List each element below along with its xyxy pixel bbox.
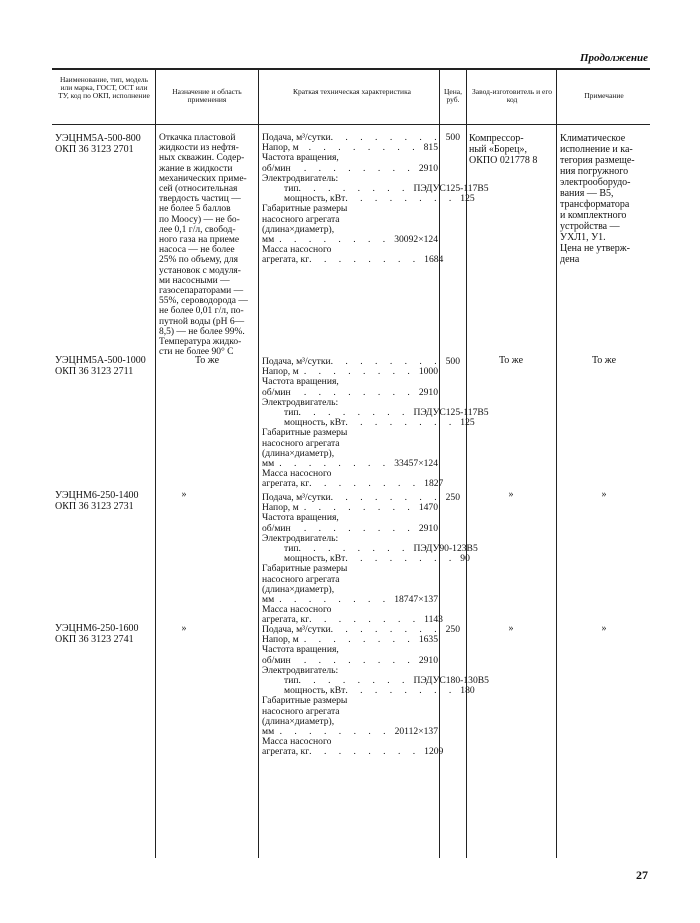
spec-label: тип (284, 406, 299, 418)
spec-label: Частота вращения, (262, 152, 339, 164)
spec-label: тип (284, 542, 299, 554)
spec-label: тип (284, 674, 299, 686)
note-line: вания — В5, (560, 188, 614, 199)
purpose-line: путной воды (рН 6— (159, 316, 245, 327)
spec-leader: . . . . . . . . (308, 142, 420, 154)
spec-leader: . . . . . . . . (298, 674, 410, 686)
spec-line (262, 254, 444, 266)
spec-line (262, 478, 444, 490)
spec-label: тип (284, 182, 299, 194)
continuation-label: Продолжение (579, 52, 648, 64)
spec-value: 1209 (424, 746, 444, 758)
spec-value: 125 (460, 417, 475, 429)
spec-value: 2910 (418, 386, 438, 398)
spec-label: мм (262, 233, 275, 245)
row4-note-same: » (601, 623, 607, 634)
spec-value: 1143 (424, 614, 443, 626)
page-number: 27 (636, 868, 648, 882)
spec-label: Частота вращения, (262, 512, 339, 524)
spec-value: 2910 (418, 522, 438, 534)
note-line: электрооборудо- (560, 177, 631, 188)
row2-purpose-same: То же (194, 355, 220, 366)
spec-leader: . . . . . . . . (303, 162, 415, 174)
spec-label: насосного агрегата (262, 573, 340, 585)
spec-leader: . . . . . . . . (279, 593, 391, 605)
note-line: тегория размеще- (560, 155, 635, 166)
row1-purpose (159, 133, 257, 357)
row1-name-line2: ОКП 36 3123 2701 (55, 144, 134, 155)
spec-leader: . . . . . . . . (330, 624, 442, 635)
spec-label: мощность, кВт (284, 417, 346, 429)
table-top-rule (52, 68, 650, 70)
spec-label: Масса насосного (262, 736, 332, 748)
note-line: дена (560, 254, 580, 265)
purpose-line: механических приме- (159, 173, 247, 184)
spec-value: ПЭДУС125-117В5 (413, 182, 489, 194)
spec-label: об/мин (262, 522, 291, 534)
spec-label: агрегата, кг (262, 614, 310, 626)
note-line: устройства — (560, 221, 620, 232)
spec-label: Электродвигатель: (262, 396, 339, 408)
row4-spec (262, 624, 489, 758)
spec-label: Электродвигатель: (262, 172, 339, 184)
spec-leader: . . . . . . . . (309, 746, 421, 758)
purpose-line: не более 0,01 г/л, по- (159, 306, 244, 317)
spec-label: агрегата, кг (262, 478, 310, 490)
spec-leader: . . . . . . . . (303, 522, 415, 534)
spec-label: (длина×диаметр), (262, 583, 335, 595)
col-header-name: Наименование, тип, модель или марка, ГОСТ, ОСТ или ТУ, код по ОКП, исполнение (58, 75, 150, 100)
row1-spec (262, 132, 489, 266)
row1-note (560, 133, 652, 265)
row3-name-line2: ОКП 36 3123 2731 (55, 501, 134, 512)
col-divider-2 (258, 68, 259, 858)
spec-label: об/мин (262, 654, 291, 666)
spec-value: 500 (445, 132, 460, 143)
row2-note-same: То же (591, 355, 617, 366)
spec-label: Подача, м³/сутки (262, 132, 331, 143)
row2-spec (262, 356, 489, 490)
spec-value: 1684 (424, 254, 444, 266)
purpose-line: Температура жидко- (159, 337, 242, 348)
row2-name-line2: ОКП 36 3123 2711 (55, 366, 134, 377)
row1-name (55, 133, 155, 155)
spec-leader: . . . . . . . . (330, 132, 442, 143)
spec-leader: . . . . . . . . (345, 417, 457, 429)
spec-value: ПЭДУС125-117В5 (413, 406, 489, 418)
spec-leader: . . . . . . . . (345, 553, 457, 565)
spec-label: Подача, м³/сутки (262, 356, 331, 367)
spec-leader: . . . . . . . . (279, 725, 391, 737)
spec-label: мм (262, 725, 275, 737)
note-line: УХЛ1, У1. (560, 232, 606, 243)
spec-value: 30092×124 (394, 233, 438, 245)
spec-label: Масса насосного (262, 468, 332, 480)
spec-label: агрегата, кг (262, 746, 310, 758)
spec-label: мм (262, 593, 275, 605)
spec-value: 250 (445, 624, 460, 635)
spec-label: Масса насосного (262, 244, 332, 256)
spec-value: 815 (423, 142, 438, 154)
spec-value: 2910 (418, 654, 438, 666)
spec-label: мощность, кВт (284, 553, 346, 565)
manufacturer-line: Компрессор- (469, 133, 524, 144)
row4-name (55, 623, 155, 645)
spec-label: мощность, кВт (284, 193, 346, 205)
spec-value: 1635 (418, 634, 438, 646)
spec-label: Напор, м (262, 502, 299, 514)
spec-label: Габаритные размеры (262, 563, 348, 575)
spec-leader: . . . . . . . . (309, 254, 421, 266)
row3-spec (262, 492, 478, 626)
note-line: трансформатора (560, 199, 630, 210)
spec-label: Частота вращения, (262, 644, 339, 656)
row4-name-line2: ОКП 36 3123 2741 (55, 634, 134, 645)
row3-purpose-same: » (181, 489, 187, 500)
spec-label: (длина×диаметр), (262, 223, 335, 235)
spec-label: Масса насосного (262, 604, 332, 616)
spec-value: 250 (445, 492, 460, 503)
row2-name-line1: УЭЦНМ5А-500-1000 (55, 355, 146, 366)
col-header-manufacturer: Завод-изготовитель и его код (472, 87, 552, 104)
row2-manufacturer-same: То же (498, 355, 524, 366)
spec-leader: . . . . . . . . (303, 654, 415, 666)
spec-label: Частота вращения, (262, 376, 339, 388)
spec-label: насосного агрегата (262, 213, 340, 225)
purpose-line: ми насосными — (159, 275, 230, 286)
row4-purpose-same: » (181, 623, 187, 634)
spec-value: 180 (460, 685, 475, 697)
spec-leader: . . . . . . . . (345, 685, 457, 697)
spec-leader: . . . . . . . . (298, 182, 410, 194)
purpose-line: лее 0,1 г/л, свобод- (159, 224, 236, 235)
spec-value: 1000 (418, 366, 438, 378)
purpose-line: Откачка пластовой (159, 133, 236, 143)
col-divider-1 (155, 68, 156, 858)
note-line: исполнение и ка- (560, 144, 633, 155)
spec-label: Напор, м (262, 142, 299, 154)
spec-leader: . . . . . . . . (303, 386, 415, 398)
spec-label: Напор, м (262, 634, 299, 646)
purpose-line: ного газа на приеме (159, 235, 240, 246)
spec-line (262, 696, 438, 706)
spec-label: Габаритные размеры (262, 427, 348, 439)
spec-leader: . . . . . . . . (309, 614, 421, 626)
spec-leader: . . . . . . . . (298, 406, 410, 418)
col-header-spec: Краткая техническая характеристика (293, 87, 411, 96)
note-line: и комплектного (560, 210, 627, 221)
row1-name-line1: УЭЦНМ5А-500-800 (55, 133, 141, 144)
spec-label: мощность, кВт (284, 685, 346, 697)
spec-value: 2910 (418, 162, 438, 174)
spec-value: 1827 (424, 478, 444, 490)
spec-value: 90 (460, 553, 470, 565)
spec-label: насосного агрегата (262, 437, 340, 449)
spec-line (262, 204, 438, 214)
spec-value: 33457×124 (394, 457, 438, 469)
spec-value: 1470 (418, 502, 438, 514)
row3-name (55, 490, 155, 512)
note-line: Цена не утверж- (560, 243, 630, 254)
spec-label: Габаритные размеры (262, 695, 348, 707)
col-divider-5 (556, 68, 557, 858)
spec-leader: . . . . . . . . (279, 233, 391, 245)
spec-leader: . . . . . . . . (330, 492, 442, 503)
spec-leader: . . . . . . . . (279, 457, 391, 469)
spec-value: 20112×137 (394, 725, 438, 737)
manufacturer-line: ный «Борец», (469, 144, 527, 155)
spec-value: ПЭДУС180-130В5 (413, 674, 489, 686)
row4-name-line1: УЭЦНМ6-250-1600 (55, 623, 139, 634)
col-header-price: Цена, руб. (444, 87, 462, 104)
row2-name (55, 355, 155, 377)
purpose-line: установок с модуля- (159, 265, 241, 276)
purpose-line: газосепараторами — (159, 286, 244, 297)
spec-label: насосного агрегата (262, 705, 340, 717)
purpose-line: насоса — не более (159, 245, 235, 256)
note-line: Климатическое (560, 133, 626, 144)
purpose-line: твердость частиц — (159, 194, 241, 205)
spec-value: 18747×137 (394, 593, 438, 605)
spec-leader: . . . . . . . . (303, 502, 415, 514)
purpose-line: жание в жидкости (159, 163, 233, 174)
spec-value: 500 (445, 356, 460, 367)
spec-value: ПЭДУ90-123В5 (413, 542, 478, 554)
spec-leader: . . . . . . . . (330, 356, 442, 367)
spec-leader: . . . . . . . . (345, 193, 457, 205)
purpose-line: ных скважин. Содер- (159, 153, 245, 164)
purpose-line: 25% по объему, для (159, 255, 238, 266)
col-header-purpose: Назначение и область применения (172, 87, 242, 104)
spec-label: Электродвигатель: (262, 532, 339, 544)
spec-line (262, 746, 444, 758)
spec-label: об/мин (262, 162, 291, 174)
spec-label: (длина×диаметр), (262, 447, 335, 459)
row3-manufacturer-same: » (508, 489, 514, 500)
manufacturer-line: ОКПО 021778 8 (469, 155, 538, 166)
row1-manufacturer (469, 133, 555, 166)
spec-label: Габаритные размеры (262, 203, 348, 215)
spec-label: Напор, м (262, 366, 299, 378)
row4-manufacturer-same: » (508, 623, 514, 634)
spec-leader: . . . . . . . . (298, 542, 410, 554)
spec-value: 125 (460, 193, 475, 205)
purpose-line: сей (относительная (159, 184, 238, 195)
purpose-line: 55%, сероводорода — (159, 296, 248, 307)
purpose-line: по Моосу) — не бо- (159, 214, 240, 225)
col-header-note: Примечание (584, 91, 624, 100)
header-bottom-rule (52, 124, 650, 125)
spec-leader: . . . . . . . . (309, 478, 421, 490)
spec-leader: . . . . . . . . (303, 634, 415, 646)
purpose-line: 8,5) — не более 99%. (159, 326, 245, 337)
row3-name-line1: УЭЦНМ6-250-1400 (55, 490, 139, 501)
purpose-line: не более 5 баллов (159, 204, 231, 215)
spec-label: об/мин (262, 386, 291, 398)
purpose-line: сти не более 90° С (159, 347, 234, 358)
spec-label: Подача, м³/сутки (262, 492, 331, 503)
spec-label: Подача, м³/сутки (262, 624, 331, 635)
spec-line (262, 564, 438, 574)
row3-note-same: » (601, 489, 607, 500)
spec-label: (длина×диаметр), (262, 715, 335, 727)
spec-leader: . . . . . . . . (303, 366, 415, 378)
purpose-line: жидкости из нефтя- (159, 143, 239, 154)
note-line: ния погружного (560, 166, 629, 177)
spec-label: агрегата, кг (262, 254, 310, 266)
spec-line (262, 428, 438, 438)
spec-label: Электродвигатель: (262, 664, 339, 676)
spec-label: мм (262, 457, 275, 469)
